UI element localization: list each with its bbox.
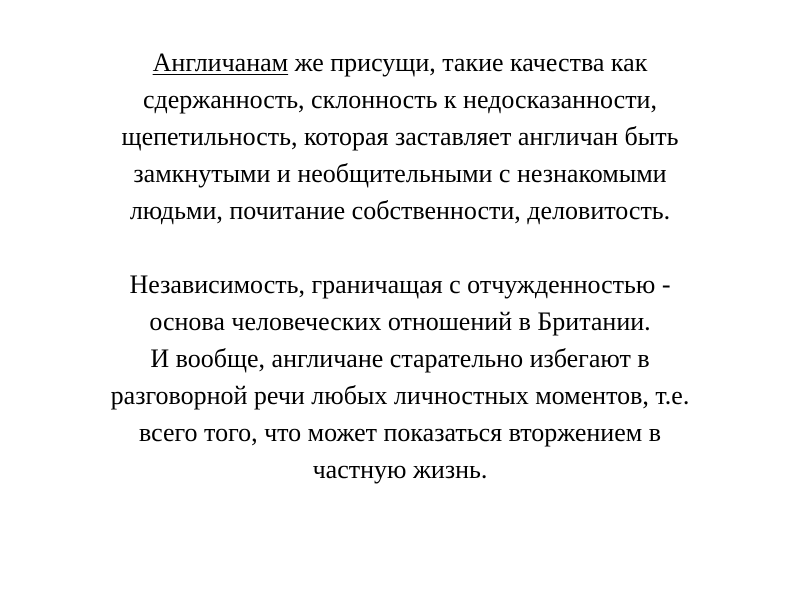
text-line-11: частную жизнь. [312,455,488,484]
text-line-6: Независимость, граничащая с отчужденностью - [129,270,671,299]
text-line-3: щепетильность, которая заставляет англичан быть [121,122,679,151]
text-line-1-rest: же присущи, такие качества как [288,48,648,77]
text-line-8: И вообще, англичане старательно избегают в [150,344,650,373]
text-line-10: всего того, что может показаться вторжением в [139,418,661,447]
text-line-7: основа человеческих отношений в Британии. [149,307,651,336]
underlined-word: Англичанам [152,48,289,77]
text-line-2: сдержанность, склонность к недосказанности, [143,85,657,114]
text-block [20,44,780,488]
text-line-1 [20,44,780,81]
text-line-4: замкнутыми и необщительными с незнакомыми [133,159,667,188]
text-line-5: людьми, почитание собственности, деловитость. [129,196,671,225]
text-line-9: разговорной речи любых личностных моментов, т.е. [110,381,690,410]
paragraph-gap [20,229,780,266]
